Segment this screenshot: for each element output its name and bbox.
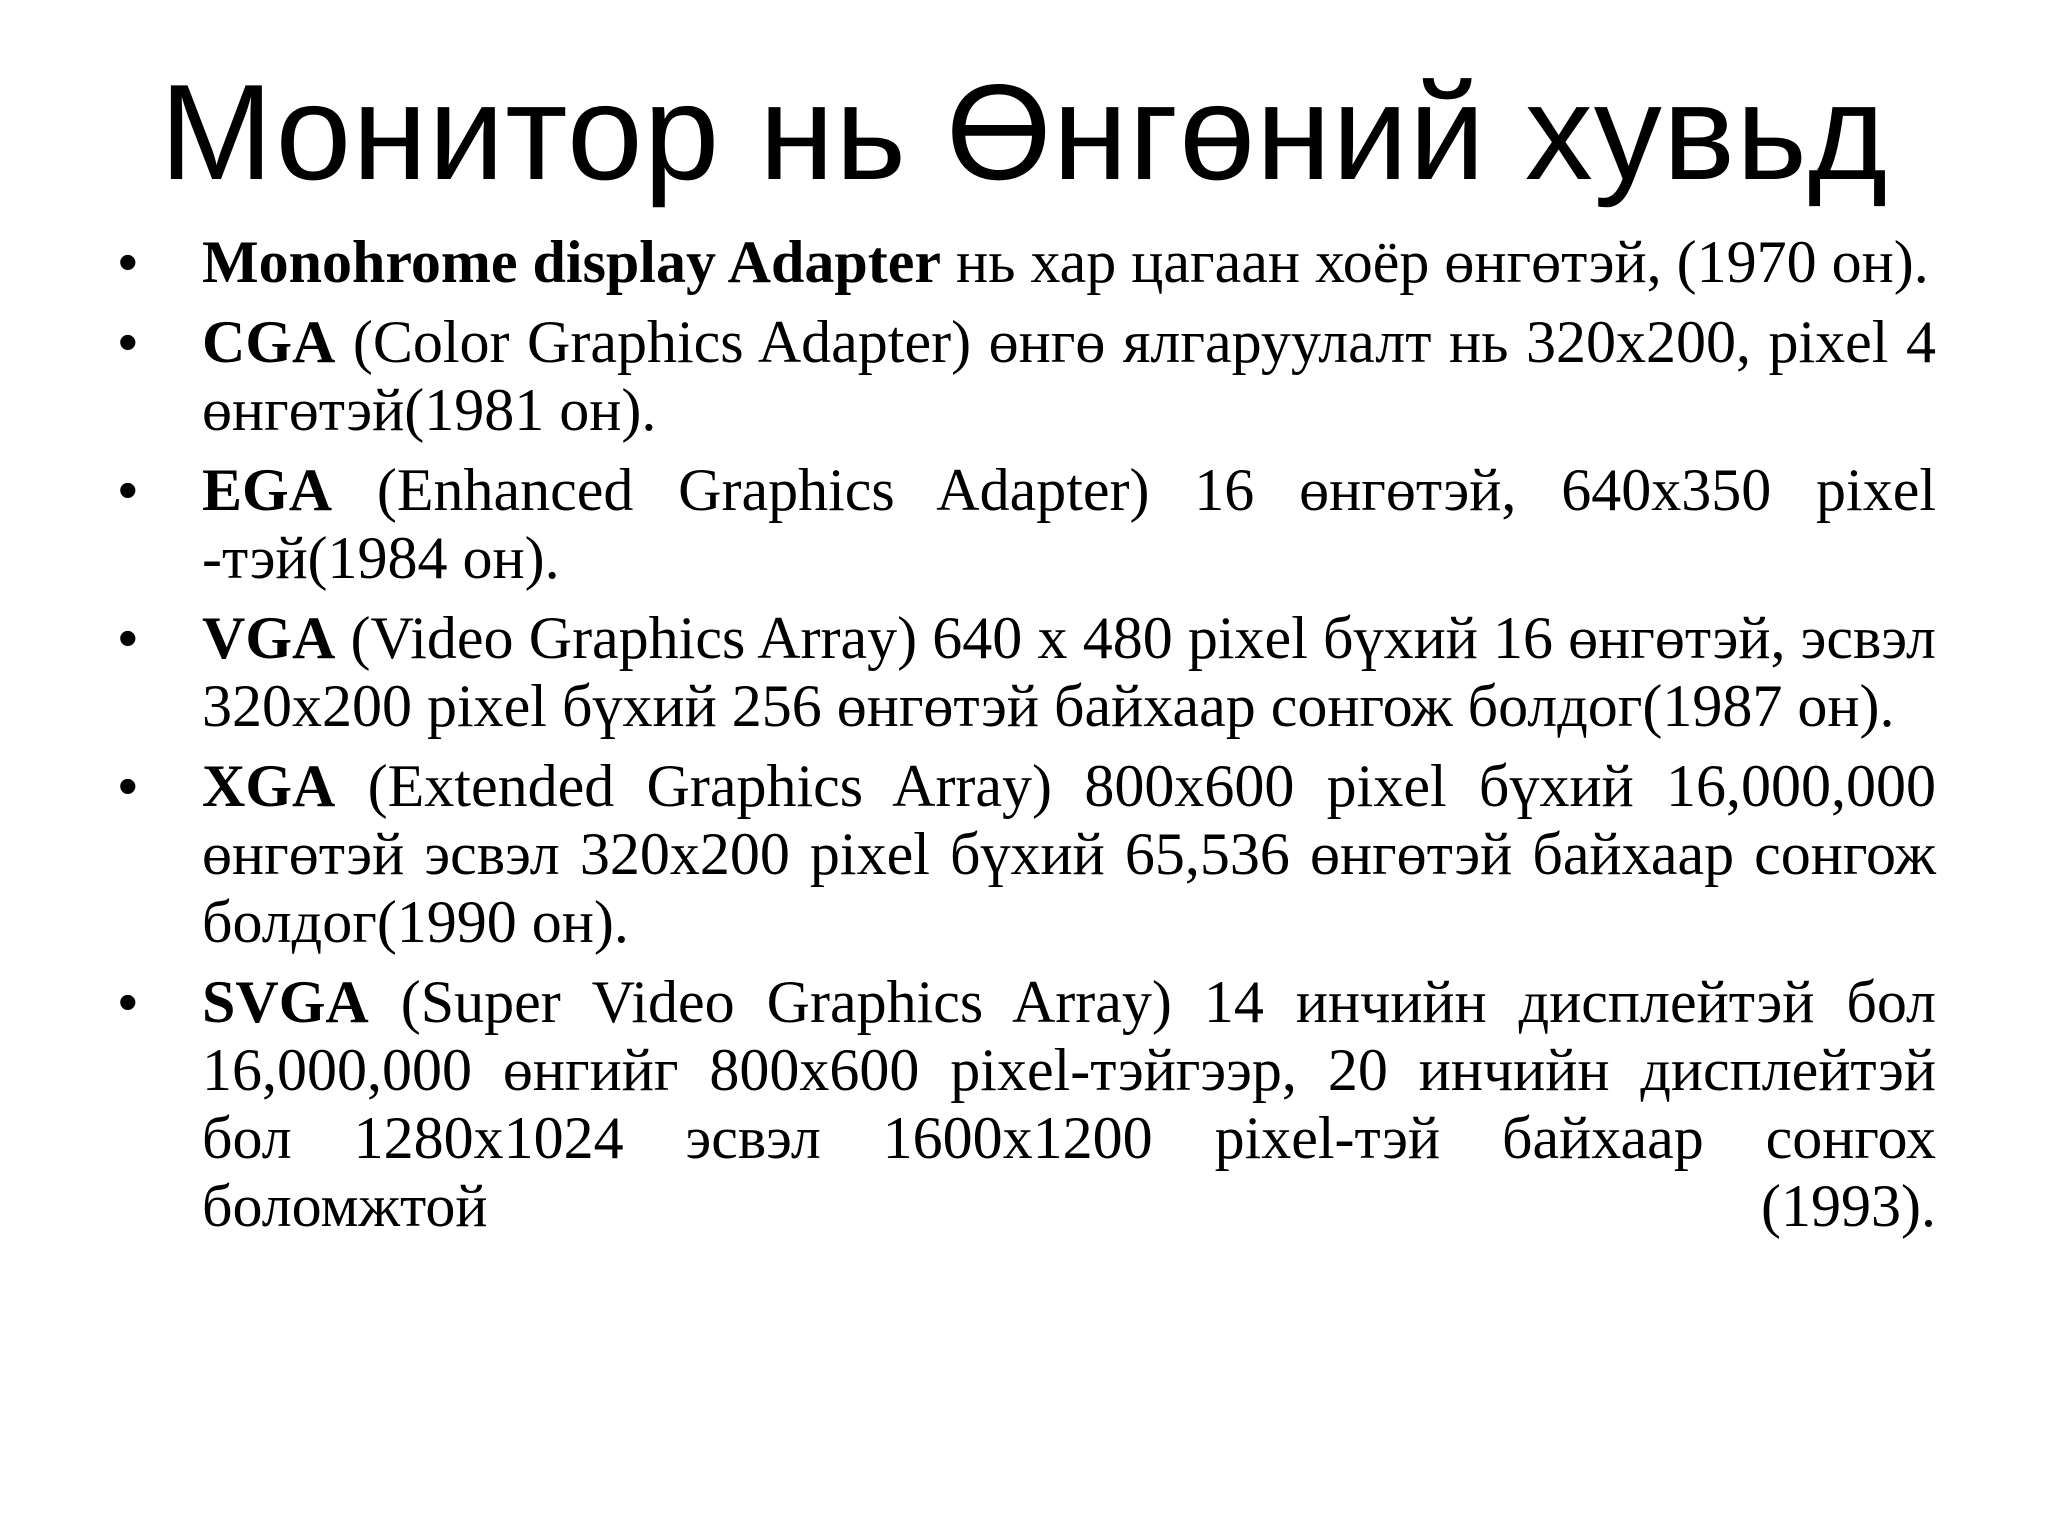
list-item (114, 604, 1936, 740)
item-text: (Super Video Graphics Array) 14 инчийн дисплейтэй бол 16,000,000 өнгийг 800x600 pixel-тэйгээр, 20 инчийн дисплейтэй бол 1280x1024 эсвэл 1600x1200 pixel-тэй байхаар сонгох боломжтой (1993). (202, 969, 1936, 1239)
bullet-icon: • (118, 754, 138, 817)
item-term: SVGA (202, 969, 369, 1035)
bullet-icon: • (118, 970, 138, 1033)
item-term: EGA (202, 457, 333, 523)
item-term: XGA (202, 753, 336, 819)
slide-title: Монитор нь Өнгөний хувьд (159, 56, 1889, 208)
list-item (114, 968, 1936, 1240)
list-item (114, 456, 1936, 592)
item-term: VGA (202, 605, 336, 671)
bullet-icon: • (118, 310, 138, 373)
item-text: (Extended Graphics Array) 800x600 pixel бүхий 16,000,000 өнгөтэй эсвэл 320x200 pixel бүхий 65,536 өнгөтэй байхаар сонгож болдог(1990 он). (202, 753, 1936, 955)
list-item (114, 228, 1936, 296)
bullet-icon: • (118, 606, 138, 669)
item-text: (Color Graphics Adapter) өнгө ялгаруулалт нь 320x200, pixel 4 өнгөтэй(1981 он). (202, 309, 1936, 443)
list-item (114, 752, 1936, 956)
item-term: CGA (202, 309, 336, 375)
bullet-icon: • (118, 458, 138, 521)
bullet-icon: • (118, 230, 138, 293)
bullet-list (114, 228, 1936, 1252)
item-text: нь хар цагаан хоёр өнгөтэй, (1970 он). (940, 229, 1929, 295)
item-text: (Enhanced Graphics Adapter) 16 өнгөтэй, 640x350 pixel -тэй(1984 он). (202, 457, 1936, 591)
item-term: Monohrome display Adapter (202, 229, 941, 295)
list-item (114, 308, 1936, 444)
item-text: (Video Graphics Array) 640 x 480 pixel бүхий 16 өнгөтэй, эсвэл 320x200 pixel бүхий 256 өнгөтэй байхаар сонгож болдог(1987 он). (202, 605, 1936, 739)
